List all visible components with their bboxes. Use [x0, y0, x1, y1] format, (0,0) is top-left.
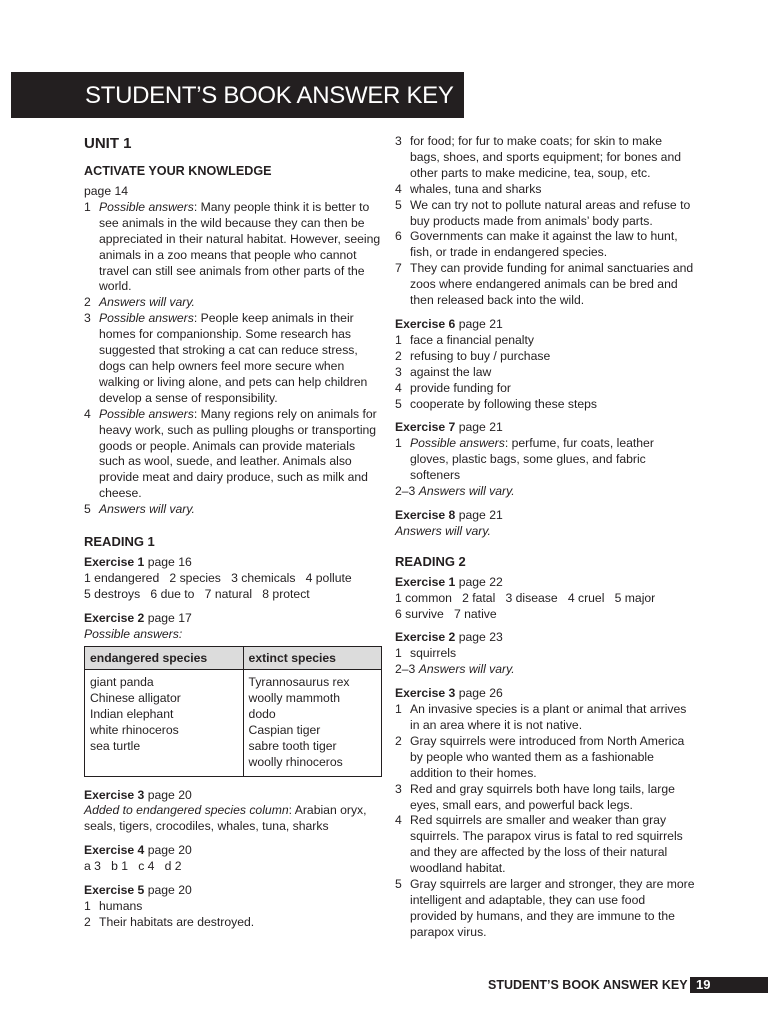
reading2-heading: READING 2	[395, 553, 466, 569]
r2-exercise-1-row-1: 1 common 2 fatal 3 disease 4 cruel 5 major	[395, 590, 656, 605]
title-bar	[11, 72, 464, 118]
exercise-3-answer: Added to endangered species column: Arabian oryx, seals, tigers, crocodiles, whales, tuna, sharks	[84, 803, 367, 834]
exercise-4-heading: Exercise 4 page 20	[84, 843, 192, 858]
table-header-extinct: extinct species	[243, 646, 381, 669]
exercise-7-heading: Exercise 7 page 21	[395, 420, 503, 435]
exercise-4-answers: a 3 b 1 c 4 d 2	[84, 859, 182, 874]
exercise-1-row-2: 5 destroys 6 due to 7 natural 8 protect	[84, 586, 310, 601]
r2-exercise-3-item-3: 3 Red and gray squirrels both have long tails, large eyes, small ears, and powerful back legs.	[395, 781, 675, 812]
left-column	[84, 134, 384, 931]
reading1-heading: READING 1	[84, 534, 155, 550]
page-title: STUDENT’S BOOK ANSWER KEY	[85, 82, 454, 109]
exercise-6-item-3: 3 against the law	[395, 364, 492, 379]
activate-heading: ACTIVATE YOUR KNOWLEDGE	[84, 164, 272, 178]
activate-page: page 14	[84, 184, 129, 198]
cont-item-6: 6 Governments can make it against the law to hunt, fish, or trade in endangered species.	[395, 229, 678, 260]
footer-label: STUDENT’S BOOK ANSWER KEY	[488, 978, 688, 992]
exercise-6-heading: Exercise 6 page 21	[395, 316, 503, 331]
r2-exercise-3-item-4: 4 Red squirrels are smaller and weaker than gray squirrels. The parapox virus is fatal to red squirrels and they are affected by the loss of their natural woodland habitat.	[395, 813, 683, 876]
right-column	[395, 134, 695, 941]
r2-exercise-3-item-5: 5 Gray squirrels are larger and stronger, they are more intelligent and adaptable, they can use food provided by humans, and they are immune to the parapox virus.	[395, 877, 695, 939]
exercise-7-item-1: 1 Possible answers: perfume, fur coats, leather gloves, plastic bags, some glues, and fabric softeners	[395, 436, 654, 483]
page-number-bar	[690, 977, 768, 993]
activate-item-1: 1 Possible answers: Many people think it is better to see animals in the wild because they can then be appreciated in their natural habitat. However, seeing animals in a zoo means that people who cannot travel can still see animals from other parts of the world.	[84, 199, 381, 294]
activate-item-2: 2 Answers will vary.	[84, 295, 195, 310]
exercise-2-note: Possible answers:	[84, 626, 183, 641]
r2-exercise-2-item-1: 1 squirrels	[395, 646, 457, 661]
endangered-list: giant panda Chinese alligator Indian elephant white rhinoceros sea turtle	[85, 669, 244, 776]
r2-exercise-3-heading: Exercise 3 page 26	[395, 686, 503, 701]
exercise-5-item-1: 1 humans	[84, 899, 143, 913]
table-header-endangered: endangered species	[85, 646, 244, 669]
exercise-1-heading: Exercise 1 page 16	[84, 555, 192, 570]
exercise-3-heading: Exercise 3 page 20	[84, 787, 192, 802]
exercise-6-item-1: 1 face a financial penalty	[395, 332, 534, 347]
r2-exercise-2-heading: Exercise 2 page 23	[395, 630, 503, 645]
exercise-5-item-2: 2 Their habitats are destroyed.	[84, 914, 255, 929]
cont-item-3: 3 for food; for fur to make coats; for skin to make bags, shoes, and sports equipment; for bones and other parts to make medicine, tea, soup, etc.	[395, 134, 682, 180]
extinct-list: Tyrannosaurus rex woolly mammoth dodo Caspian tiger sabre tooth tiger woolly rhinoceros	[243, 669, 381, 776]
exercise-8-heading: Exercise 8 page 21	[395, 507, 503, 522]
exercise-6-item-5: 5 cooperate by following these steps	[395, 396, 597, 411]
exercise-6-item-4: 4 provide funding for	[395, 380, 511, 395]
r2-exercise-1-row-2: 6 survive 7 native	[395, 606, 497, 621]
r2-exercise-1-heading: Exercise 1 page 22	[395, 574, 503, 589]
exercise-8-answer: Answers will vary.	[395, 523, 491, 538]
cont-item-7: 7 They can provide funding for animal sanctuaries and zoos where endangered animals can be bred and then released back into the wild.	[395, 261, 694, 308]
exercise-1-row-1: 1 endangered 2 species 3 chemicals 4 pollute	[84, 570, 352, 585]
exercise-7-item-2-3: 2–3 Answers will vary.	[395, 484, 515, 499]
unit-heading: UNIT 1	[84, 135, 132, 152]
r2-exercise-2-item-2-3: 2–3 Answers will vary.	[395, 662, 515, 677]
r2-exercise-3-item-2: 2 Gray squirrels were introduced from North America by people who wanted them as a fashionable addition to their homes.	[395, 733, 685, 780]
cont-item-4: 4 whales, tuna and sharks	[395, 181, 542, 196]
r2-exercise-3-item-1: 1 An invasive species is a plant or animal that arrives in an area where it is not native.	[395, 702, 687, 732]
exercise-2-heading: Exercise 2 page 17	[84, 610, 192, 625]
page-number: 19	[696, 977, 711, 992]
exercise-6-item-2: 2 refusing to buy / purchase	[395, 348, 551, 363]
activate-item-3: 3 Possible answers: People keep animals in their homes for companionship. Some research has suggested that stroking a cat can reduce stress, dogs can help owners feel more secure when walking or living alone, and pets can help children develop a sense of responsibility.	[84, 311, 368, 405]
activate-item-4: 4 Possible answers: Many regions rely on animals for heavy work, such as pulling ploughs or transporting goods or people. Animals can provide materials such as wool, suede, and leather. Animals also provide meat and dairy produce, such as milk and cheese.	[84, 406, 377, 501]
exercise-5-heading: Exercise 5 page 20	[84, 883, 192, 898]
cont-item-5: 5 We can try not to pollute natural areas and refuse to buy products made from animals’ body parts.	[395, 197, 691, 228]
activate-item-5: 5 Answers will vary.	[84, 502, 195, 517]
species-table	[84, 646, 382, 777]
